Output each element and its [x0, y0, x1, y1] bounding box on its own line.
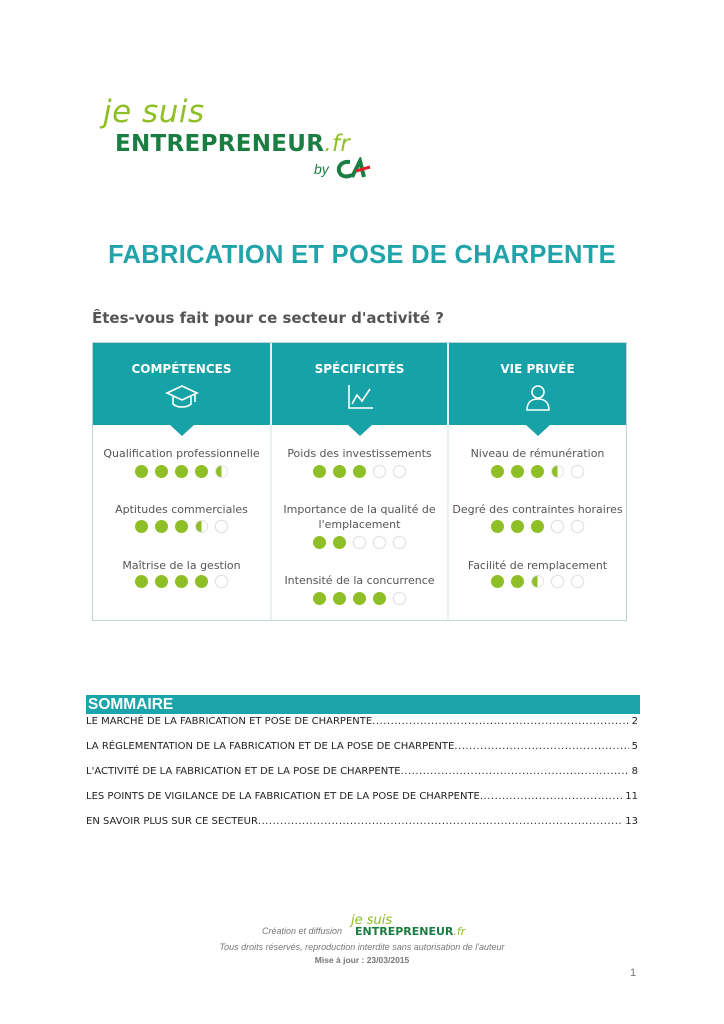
dot-filled: [135, 520, 148, 533]
dot-half: [195, 520, 208, 533]
dot-filled: [531, 520, 544, 533]
dot-filled: [175, 520, 188, 533]
line-chart-icon: [343, 380, 377, 414]
criterion-label: Maîtrise de la gestion: [122, 559, 241, 572]
dot-filled: [511, 520, 524, 533]
toc-entry-page: 2: [631, 716, 638, 727]
toc-entry-page: 5: [631, 741, 638, 752]
criterion-label: Intensité de la concurrence: [284, 574, 435, 587]
dot-empty: [571, 520, 584, 533]
logo-je-suis: je suis: [103, 94, 205, 130]
dot-filled: [195, 465, 208, 478]
toc-leader: [258, 815, 622, 829]
toc-leader: [454, 740, 628, 754]
criterion-label: Qualification professionnelle: [103, 447, 260, 460]
column-notch: [525, 424, 551, 436]
criterion-label: Poids des investissements: [287, 447, 432, 460]
dot-empty: [393, 465, 406, 478]
dot-filled: [135, 465, 148, 478]
toc-entry-page: 13: [625, 816, 638, 827]
footer-logo-entrepreneur: [355, 925, 465, 938]
toc-entry-page: 8: [631, 766, 638, 777]
logo-entrepreneur: [115, 130, 350, 158]
sommaire-heading-bar: [86, 695, 640, 714]
dot-filled: [491, 465, 504, 478]
toc-entry[interactable]: [86, 815, 638, 829]
logo-wordmark: ENTREPRENEUR: [115, 131, 325, 157]
rating-dots: [449, 465, 626, 479]
column-notch: [169, 424, 195, 436]
dot-empty: [353, 536, 366, 549]
dot-empty: [393, 536, 406, 549]
footer-update-date: Mise à jour : 23/03/2015: [314, 955, 410, 965]
column-competences: [93, 343, 270, 622]
dot-filled: [313, 465, 326, 478]
toc-entry[interactable]: [86, 790, 638, 804]
page-number: 1: [630, 967, 637, 979]
criterion-label: Degré des contraintes horaires: [452, 503, 623, 516]
toc-leader: [401, 765, 629, 779]
dot-empty: [373, 536, 386, 549]
toc-entry[interactable]: [86, 765, 638, 779]
toc-leader: [480, 790, 622, 804]
footer-creation: Création et diffusion: [262, 926, 343, 936]
dot-filled: [333, 592, 346, 605]
column-notch: [347, 424, 373, 436]
dot-filled: [195, 575, 208, 588]
document-title: FABRICATION ET POSE DE CHARPENTE: [108, 241, 616, 269]
dot-filled: [155, 575, 168, 588]
dot-filled: [353, 465, 366, 478]
rating-dots: [93, 575, 270, 589]
toc-leader: [372, 715, 628, 729]
toc-entry[interactable]: [86, 715, 638, 729]
activity-panel: [92, 342, 627, 621]
column-vie-privee: [449, 343, 626, 622]
dot-filled: [333, 536, 346, 549]
column-title: SPÉCIFICITÉS: [314, 362, 405, 376]
logo-by: by: [314, 161, 329, 177]
footer-logo-wordmark: ENTREPRENEUR: [355, 925, 454, 938]
dot-half: [215, 465, 228, 478]
dot-filled: [313, 592, 326, 605]
dot-filled: [511, 465, 524, 478]
dot-empty: [215, 575, 228, 588]
rating-dots: [272, 465, 447, 479]
criterion-label: Importance de la qualité de: [283, 503, 436, 516]
criterion-label: Niveau de rémunération: [470, 447, 605, 460]
dot-empty: [551, 575, 564, 588]
dot-empty: [215, 520, 228, 533]
dot-filled: [373, 592, 386, 605]
dot-filled: [155, 520, 168, 533]
toc-entry-page: 11: [625, 791, 638, 802]
dot-filled: [135, 575, 148, 588]
dot-filled: [353, 592, 366, 605]
dot-filled: [175, 465, 188, 478]
footer-rights: Tous droits réservés, reproduction interdite sans autorisation de l'auteur: [219, 942, 505, 952]
dot-filled: [491, 520, 504, 533]
column-title: VIE PRIVÉE: [500, 362, 575, 376]
footer-logo-je-suis: je suis: [351, 913, 393, 928]
rating-dots: [449, 575, 626, 589]
column-specificites: [272, 343, 447, 622]
rating-dots: [93, 465, 270, 479]
dot-filled: [155, 465, 168, 478]
graduation-cap-icon: [165, 380, 199, 414]
credit-agricole-logo-icon: [336, 157, 372, 181]
toc-entry-text: LES POINTS DE VIGILANCE DE LA FABRICATION ET DE LA POSE DE CHARPENTE: [86, 791, 480, 802]
dot-half: [531, 575, 544, 588]
rating-dots: [93, 520, 270, 534]
dot-empty: [373, 465, 386, 478]
toc-entry-text: L'ACTIVITÉ DE LA FABRICATION ET DE LA POSE DE CHARPENTE: [86, 766, 401, 777]
dot-empty: [571, 465, 584, 478]
toc-entry-text: LE MARCHÉ DE LA FABRICATION ET POSE DE CHARPENTE: [86, 716, 373, 727]
question-heading: Êtes-vous fait pour ce secteur d'activité ?: [92, 309, 444, 327]
footer-logo-suffix: .fr: [453, 925, 466, 938]
dot-filled: [313, 536, 326, 549]
criterion-label: l'emplacement: [318, 518, 401, 531]
person-icon: [521, 380, 555, 414]
dot-filled: [175, 575, 188, 588]
dot-filled: [531, 465, 544, 478]
dot-filled: [333, 465, 346, 478]
toc-entry-text: EN SAVOIR PLUS SUR CE SECTEUR: [86, 816, 258, 827]
dot-half: [551, 465, 564, 478]
sommaire-heading: SOMMAIRE: [88, 696, 174, 713]
dot-empty: [551, 520, 564, 533]
dot-empty: [393, 592, 406, 605]
criterion-label: Aptitudes commerciales: [115, 503, 248, 516]
dot-filled: [491, 575, 504, 588]
criterion-label: Facilité de remplacement: [467, 559, 608, 572]
logo-suffix: .fr: [324, 131, 351, 157]
toc-entry-text: LA RÉGLEMENTATION DE LA FABRICATION ET DE LA POSE DE CHARPENTE: [86, 741, 455, 752]
rating-dots: [449, 520, 626, 534]
toc-entry[interactable]: [86, 740, 638, 754]
rating-dots: [272, 536, 447, 550]
column-title: COMPÉTENCES: [131, 362, 232, 376]
dot-empty: [571, 575, 584, 588]
rating-dots: [272, 592, 447, 606]
dot-filled: [511, 575, 524, 588]
